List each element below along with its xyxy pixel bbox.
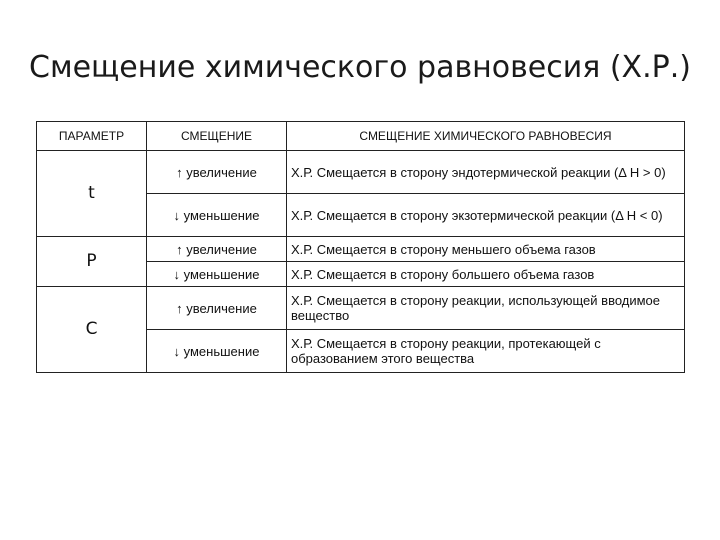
effect-cell: Х.Р. Смещается в сторону экзотермической реакции (Δ Н < 0) <box>287 194 685 237</box>
shift-cell: ↑ увеличение <box>147 151 287 194</box>
effect-cell: Х.Р. Смещается в сторону меньшего объема газов <box>287 237 685 262</box>
table-row <box>37 151 685 194</box>
header-parameter: ПАРАМЕТР <box>37 122 147 151</box>
effect-cell: Х.Р. Смещается в сторону реакции, использующей вводимое вещество <box>287 287 685 330</box>
effect-cell: Х.Р. Смещается в сторону большего объема газов <box>287 262 685 287</box>
shift-cell: ↑ увеличение <box>147 287 287 330</box>
table-header-row <box>37 122 685 151</box>
table-row <box>37 287 685 330</box>
shift-cell: ↓ уменьшение <box>147 262 287 287</box>
param-pressure: P <box>37 237 147 287</box>
effect-cell: Х.Р. Смещается в сторону реакции, протекающей с образованием этого вещества <box>287 330 685 373</box>
shift-cell: ↑ увеличение <box>147 237 287 262</box>
header-shift: СМЕЩЕНИЕ <box>147 122 287 151</box>
shift-cell: ↓ уменьшение <box>147 330 287 373</box>
slide-title: Смещение химического равновесия (Х.Р.) <box>29 50 691 85</box>
table-row <box>37 237 685 262</box>
param-temperature: t <box>37 151 147 237</box>
effect-cell: Х.Р. Смещается в сторону эндотермической реакции (Δ Н > 0) <box>287 151 685 194</box>
shift-cell: ↓ уменьшение <box>147 194 287 237</box>
header-equilibrium-shift: СМЕЩЕНИЕ ХИМИЧЕСКОГО РАВНОВЕСИЯ <box>287 122 685 151</box>
equilibrium-table <box>36 121 685 373</box>
param-concentration: C <box>37 287 147 373</box>
